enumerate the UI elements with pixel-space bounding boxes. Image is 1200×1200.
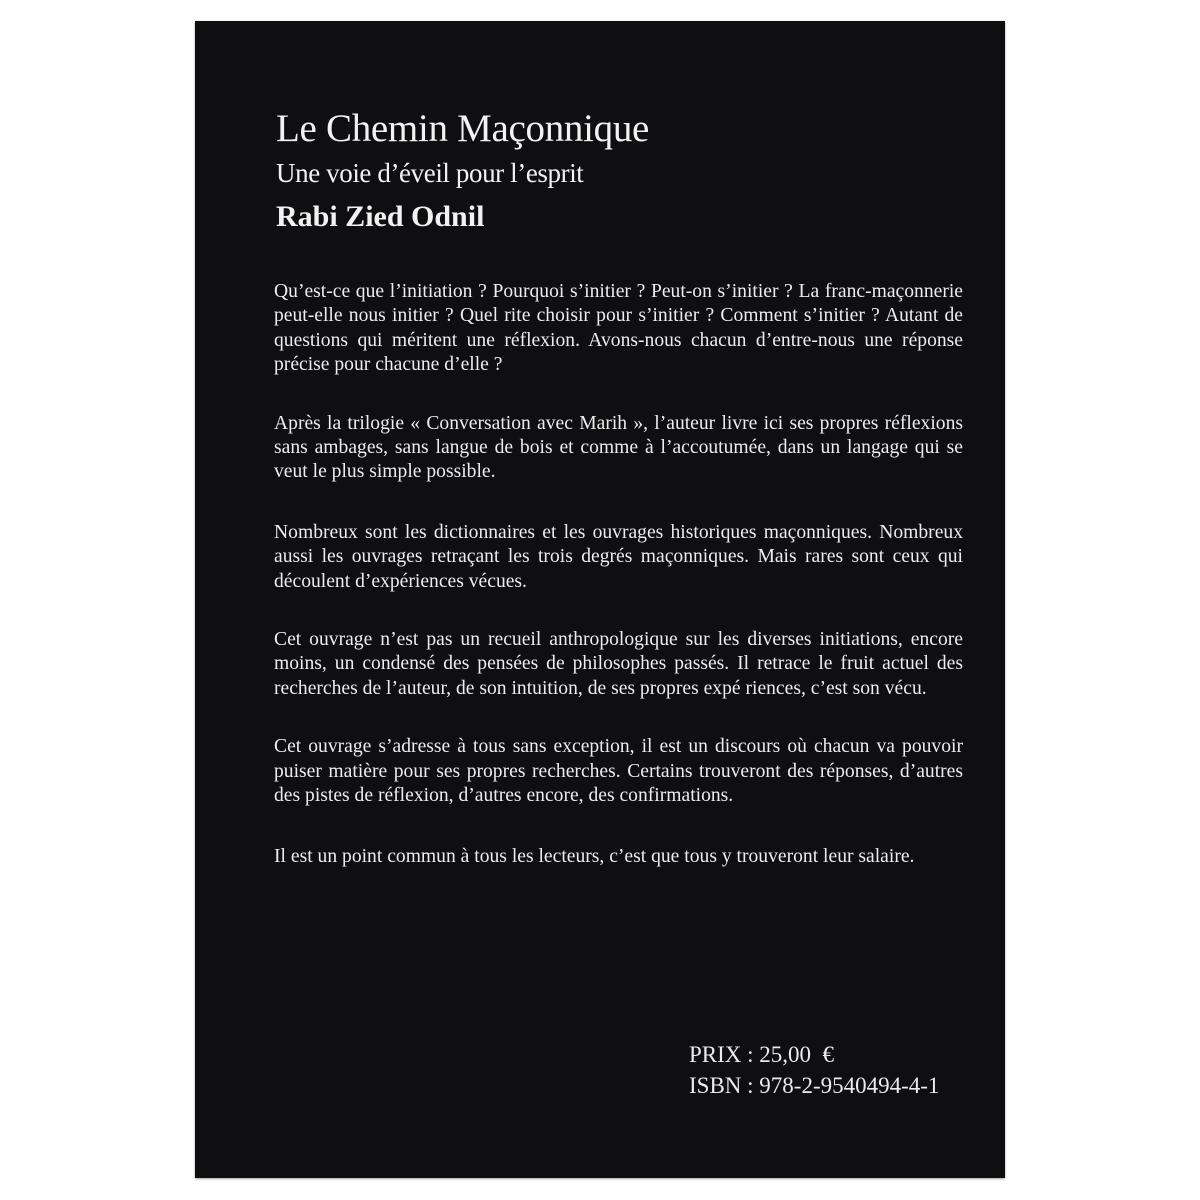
book-subtitle: Une voie d’éveil pour l’esprit [276,158,584,188]
blurb-paragraph-2: Après la trilogie « Conversation avec Marih », l’auteur livre ici ses propres réflexions sans ambages, sans langue de bois et comme à l’accoutumée, dans un langage qui se veut le plus simple possible. [274,412,963,483]
book-back-cover [195,21,1005,1178]
blurb-paragraph-3: Nombreux sont les dictionnaires et les ouvrages historiques maçonniques. Nombreux aussi les ouvrages retraçant les trois degrés maçonniques. Mais rares sont ceux qui découlent d’expériences vécues. [274,521,963,592]
isbn-label: ISBN : 978-2-9540494-4-1 [689,1073,940,1098]
price-isbn-block [689,1039,939,1101]
blurb-text [274,280,963,903]
blurb-paragraph-5: Cet ouvrage s’adresse à tous sans exception, il est un discours où chacun va pouvoir puiser matière pour ses propres recherches. Certains trouveront des réponses, d’autres des pistes de réflexion, d’autres encore, des confirmations. [274,736,963,807]
blurb-paragraph-1: Qu’est-ce que l’initiation ? Pourquoi s’initier ? Peut-on s’initier ? La franc-maçonnerie peut-elle nous initier ? Quel rite choisir pour s’initier ? Comment s’initier ? Autant de questions qui méritent une réflexion. Avons-nous chacun d’entre-nous une réponse précise pour chacune d’elle ? [274,281,963,376]
price-label: PRIX : 25,00 € [689,1042,835,1067]
book-author: Rabi Zied Odnil [276,200,485,233]
blurb-paragraph-4: Cet ouvrage n’est pas un recueil anthropologique sur les diverses initiations, encore moins, un condensé des pensées de philosophes passés. Il retrace le fruit actuel des recherches de l’auteur, de son intuition, de ses propres expé riences, c’est son vécu. [274,629,963,699]
blurb-paragraph-6: Il est un point commun à tous les lecteurs, c’est que tous y trouveront leur salaire. [274,845,915,867]
book-title: Le Chemin Maçonnique [276,107,650,150]
